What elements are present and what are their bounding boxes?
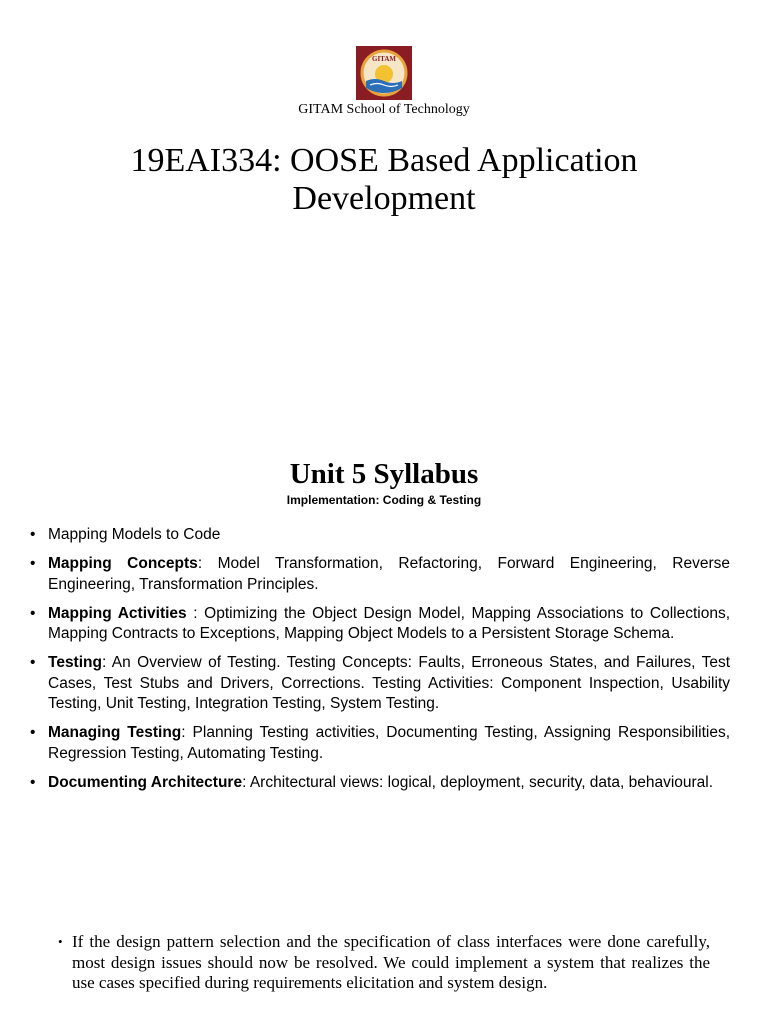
syllabus-term: Documenting Architecture	[48, 773, 243, 791]
syllabus-item	[30, 723, 730, 764]
syllabus-text: Optimizing the Object Design Model, Mapping Associations to Collections, Mapping Contracts to Exceptions, Mapping Object Models to a Persistent Storage Schema.	[48, 604, 730, 642]
logo-text: GITAM	[372, 55, 396, 63]
syllabus-item	[30, 653, 730, 715]
syllabus-text: An Overview of Testing. Testing Concepts: Faults, Erroneous States, and Failures, Test Cases, Test Stubs and Drivers, Corrections. Testing Activities: Component Inspection, Usability Testing, Unit Testing, Integration Testing, System Testing.	[48, 654, 730, 712]
syllabus-list	[30, 525, 730, 802]
title-slide	[0, 0, 768, 420]
notes-list	[58, 932, 710, 1000]
syllabus-separator: :	[186, 604, 198, 622]
syllabus-slide	[0, 445, 768, 915]
syllabus-item	[30, 554, 730, 595]
bullet-icon: •	[30, 724, 36, 741]
syllabus-text: Planning Testing activities, Documenting Testing, Assigning Responsibilities, Regression Testing, Automating Testing.	[48, 724, 731, 762]
note-item	[58, 932, 710, 994]
syllabus-text: Architectural views: logical, deployment, security, data, behavioural.	[246, 773, 714, 791]
notes-slide	[0, 920, 768, 1024]
syllabus-separator: :	[197, 555, 203, 572]
unit-subtitle: Implementation: Coding & Testing	[286, 493, 482, 507]
syllabus-item	[30, 604, 730, 645]
syllabus-separator: :	[242, 773, 247, 791]
syllabus-term: Mapping Concepts	[48, 555, 198, 572]
course-title: 19EAI334: OOSE Based Application Development	[130, 142, 638, 217]
syllabus-term: Testing	[48, 654, 102, 671]
syllabus-text: Model Transformation, Refactoring, Forward Engineering, Reverse Engineering, Transformation Principles.	[48, 555, 731, 593]
syllabus-separator: :	[181, 724, 186, 741]
syllabus-item	[30, 525, 730, 546]
syllabus-term: Managing Testing	[48, 724, 182, 741]
bullet-icon: •	[30, 604, 36, 622]
syllabus-term: Mapping Activities	[48, 604, 187, 622]
bullet-icon: •	[30, 555, 36, 572]
note-text: If the design pattern selection and the specification of class interfaces were done carefully, most design issues should now be resolved. We could implement a system that realizes the use cases specified during requirements elicitation and system design.	[72, 932, 710, 992]
unit-title: Unit 5 Syllabus	[289, 458, 479, 490]
gitam-logo	[356, 46, 412, 100]
institution-name: GITAM School of Technology	[298, 102, 470, 117]
syllabus-item	[30, 773, 730, 794]
bullet-icon: •	[30, 654, 36, 671]
syllabus-separator: :	[101, 654, 107, 671]
syllabus-text: Mapping Models to Code	[48, 526, 221, 543]
bullet-icon: •	[30, 526, 36, 543]
bullet-icon: •	[58, 934, 63, 949]
bullet-icon: •	[30, 773, 36, 791]
